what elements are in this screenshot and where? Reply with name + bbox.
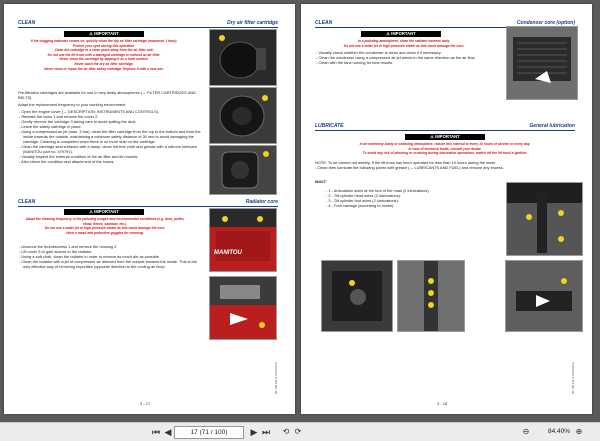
important-banner: ⚠ IMPORTANT <box>405 134 485 140</box>
intro-paragraph: Pre-filtration cartridges are available for use in very dusty atmospheres (→ FILTER CARTRIDGES AND BELTS). <box>18 90 196 100</box>
warning-line: In an extremely dusty or oxidising atmosphere, reduce this interval to every 10 hours of service or every day. <box>359 142 531 146</box>
step-item: - Using a compressed air jet (max. 3 bar), clean the filter cartridge from the top to the bottom and from the inside towards the outside, maintaining a minimum safety distance of 30 mm to avoid damaging the cartridge. Cleaning is completed when there is no more dust on the cartridge. <box>19 129 201 144</box>
next-page-icon[interactable]: ▶ <box>250 427 258 437</box>
radiator-housing-image <box>210 209 276 271</box>
step-item: - Clean the cartridge seal surfaces with a damp, clean lint-free cloth and grease with a silicone lubricant (MANITOU part no. 479791). <box>19 144 197 154</box>
section-subject: Radiator core <box>245 199 278 205</box>
step-list <box>315 50 503 65</box>
page-left <box>4 4 295 414</box>
mast-point: - 3 - Tilt cylinder foot axles (2 lubrications). <box>326 198 399 203</box>
section-title: LUBRICATE <box>315 123 344 129</box>
note-paragraph: NOTE: To be carried out weekly, if the lift truck has been operated for less than 10 hours during the week. <box>315 160 497 165</box>
condenser-image <box>507 27 577 99</box>
step-item: - Visually check whether the condenser is clean and clean it if necessary. <box>316 50 442 55</box>
mast-label: MAST <box>315 179 327 184</box>
warning-line: Never clean or repair the air filter safety cartridge. Replace it with a new one. <box>44 66 164 71</box>
last-page-icon[interactable]: ⏭ <box>261 427 271 437</box>
warning-line: Never wash the dry air filter cartridge. <box>74 61 134 66</box>
photo-air-filter-3 <box>209 145 277 195</box>
side-code: 50 708 EN (17/07/2013) <box>571 361 576 395</box>
warning-line: Protect your eyes during this operation. <box>72 43 136 48</box>
photo-mast-point-1 <box>321 260 393 332</box>
body-text <box>18 90 204 164</box>
important-banner: ⚠ IMPORTANT <box>361 31 441 37</box>
step-item: - Also check the condition and attachment of the hoses. <box>19 159 115 164</box>
zoom-out-icon[interactable]: ⊖ <box>522 427 530 436</box>
tilt-cylinder-image <box>398 261 464 331</box>
mast-point: - 2 - Tilt cylinder head axles (2 lubrications). <box>326 193 402 198</box>
step-item: - Unscrew the thumbscrews 1 and remove the housing 2. <box>19 244 118 249</box>
air-filter-housing-image <box>210 30 276 85</box>
warning-line: Clean the cartridge in a clean place away from the air filter unit. <box>54 48 154 53</box>
photo-mast-overview <box>506 182 583 256</box>
section-subject: Dry air filter cartridge <box>227 20 278 26</box>
photo-brand-label: MANITOU <box>214 250 242 256</box>
important-banner: ⚠ IMPORTANT <box>64 31 144 37</box>
section-header-lubricate <box>315 121 575 131</box>
section-header-dry-air-filter <box>18 18 278 28</box>
safety-cartridge-image <box>210 146 276 194</box>
section-header-radiator <box>18 197 278 207</box>
previous-page-icon[interactable]: ◀ <box>164 427 172 437</box>
warning-text <box>26 39 182 71</box>
step-item: - Leave the safety cartridge in place. <box>19 124 82 129</box>
step-item: - Clean the condenser using a compressed air jet aimed in the same direction as the air flow. <box>316 55 476 60</box>
warning-line: Wear a mask and protective goggles for cleaning. <box>66 230 144 235</box>
photo-radiator-2 <box>209 276 277 340</box>
photo-air-filter-2 <box>209 87 277 144</box>
zoom-in-icon[interactable]: ⊕ <box>575 427 583 436</box>
important-label: IMPORTANT <box>391 31 416 36</box>
important-label: IMPORTANT <box>435 134 460 139</box>
mast-points <box>325 188 475 208</box>
warning-text <box>335 142 555 156</box>
body-text <box>18 244 202 269</box>
page-number: 3 - 17 <box>140 401 151 406</box>
warning-line: In a polluting atmosphere, clean the radiator harness daily. <box>357 39 451 43</box>
step-item: - Using a soft cloth, clean the radiator in order to remove as much dirt as possible. <box>19 254 160 259</box>
warning-text <box>22 217 188 235</box>
important-label: IMPORTANT <box>94 31 119 36</box>
step-list <box>18 109 204 164</box>
step-item: - Visually inspect the external condition of the air filter and its mounts. <box>19 154 139 159</box>
warning-line: In case of technical faults, consult your dealer. <box>408 146 482 151</box>
section-subject: Condenser core (option) <box>516 20 575 26</box>
warning-text <box>319 39 489 48</box>
filter-cartridge-image <box>210 88 276 143</box>
page-right <box>301 4 592 414</box>
body-text <box>315 50 503 65</box>
page-number-field[interactable]: 17 (71 / 100) <box>174 426 244 439</box>
warning-line: Do not use a water jet or high pressure steam as this could damage the core. <box>44 226 166 231</box>
step-item: - Clean with the fans running for best results. <box>316 60 394 65</box>
important-banner: ⚠ IMPORTANT <box>64 209 144 215</box>
photo-air-filter-1 <box>209 29 277 86</box>
first-page-icon[interactable]: ⏮ <box>151 427 161 437</box>
side-code: 50 708 EN (17/07/2013) <box>274 361 279 395</box>
photo-radiator-1 <box>209 208 277 272</box>
section-subject: General lubrication <box>529 123 575 129</box>
step-item: - Gently remove the cartridge 3 taking care to avoid spilling the dust. <box>19 119 137 124</box>
fork-carriage-image <box>506 261 582 331</box>
mast-overview-image <box>507 183 582 255</box>
photo-mast-point-3 <box>505 260 583 332</box>
navigation-toolbar <box>0 422 600 441</box>
note-paragraph: - Clean then lubricate the following points with grease (→ LUBRICANTS AND FUEL) and remove any excess. <box>315 165 504 170</box>
step-item: - Release the locks 1 and remove the cover 2. <box>19 114 99 119</box>
warning-line: Never clean the cartridge by tapping it on a hard surface. <box>59 57 149 62</box>
photo-condenser <box>506 26 578 100</box>
photo-mast-point-2 <box>397 260 465 332</box>
warning-line: If the clogging indicator comes on, quickly clean the dry air filter cartridge (maximum 1 hour). <box>30 39 178 43</box>
go-back-icon[interactable]: ⟲ <box>282 427 290 436</box>
radiator-cleaning-image <box>210 277 276 339</box>
warning-line: Do not use a water jet or high pressure steam as this could damage the core. <box>343 43 465 48</box>
warning-line: To avoid any risk of pinching or crushing during lubrication operations, switch off the lift truck's ignition. <box>362 151 528 156</box>
section-title: CLEAN <box>18 20 36 26</box>
mast-point: - 1 - Articulation axles at the foot of the mast (2 lubrications). <box>326 188 430 193</box>
step-list <box>18 244 202 269</box>
section-title: CLEAN <box>18 199 36 205</box>
intro-paragraph: Adapt the replacement frequency to your working environment. <box>18 102 127 107</box>
warning-line: Adapt the cleaning frequency in the polluting usages and environmental conditions (e.g. dust, pollen, straw, fleece, sawdust, etc.). <box>25 217 185 226</box>
section-title: CLEAN <box>315 20 333 26</box>
page-number: 3 - 18 <box>437 401 448 406</box>
mast-point-list <box>325 188 475 208</box>
step-item: - Open the engine cover (→ DESCRIPTION: INSTRUMENTS AND CONTROLS). <box>19 109 160 114</box>
mast-point: - 4 - Fork carriage (according to model) <box>326 203 394 208</box>
body-text <box>315 160 579 170</box>
step-item: - Clean the radiator with a jet of compressed air directed from the outside towards the inside. This is the only effective way of removing impurities (opposite direction to the cooling air flow). <box>19 259 197 269</box>
important-label: IMPORTANT <box>94 209 119 214</box>
go-forward-icon[interactable]: ⟳ <box>294 427 302 436</box>
step-item: - Lift cover 3 to gain access to the radiator. <box>19 249 93 254</box>
warning-line: Do not use the lift truck with a damaged cartridge or without an air filter. <box>47 52 161 57</box>
articulation-axle-image <box>322 261 392 331</box>
zoom-level[interactable]: 84.40% <box>547 428 570 435</box>
